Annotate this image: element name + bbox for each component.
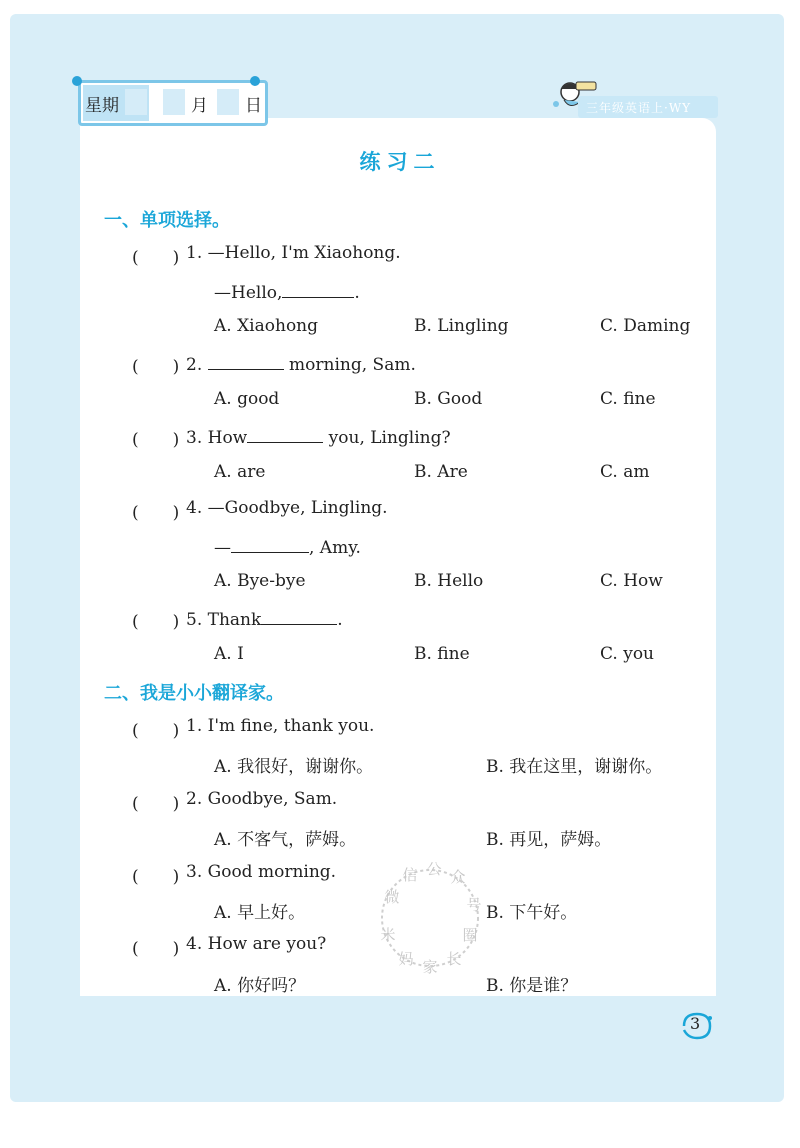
- svg-text:号: 号: [466, 896, 482, 914]
- week-label: 星期: [85, 96, 119, 116]
- day-slot: [217, 89, 239, 115]
- answer-paren[interactable]: ( ): [132, 721, 180, 741]
- option-c[interactable]: C. Daming: [600, 316, 691, 336]
- option-c[interactable]: C. How: [600, 571, 663, 591]
- answer-paren[interactable]: ( ): [132, 503, 180, 523]
- question-text: 4. —Goodbye, Lingling.: [186, 498, 388, 518]
- answer-paren[interactable]: ( ): [132, 867, 180, 887]
- question-text: 2. morning, Sam.: [186, 352, 416, 375]
- svg-text:信: 信: [402, 866, 418, 884]
- answer-blank[interactable]: [261, 607, 337, 625]
- answer-blank[interactable]: [282, 280, 354, 298]
- option-b[interactable]: B. Good: [414, 389, 483, 409]
- svg-text:米: 米: [380, 926, 396, 944]
- option-a[interactable]: A. 不客气，萨姆。: [214, 830, 357, 850]
- page-number: 3: [690, 1014, 701, 1033]
- answer-paren[interactable]: ( ): [132, 248, 180, 268]
- pin-icon: [72, 76, 82, 86]
- svg-text:圈: 圈: [462, 926, 478, 944]
- option-b[interactable]: B. Hello: [414, 571, 484, 591]
- answer-paren[interactable]: ( ): [132, 794, 180, 814]
- month-label: 月: [191, 96, 208, 116]
- option-a[interactable]: A. Bye-bye: [214, 571, 306, 591]
- option-a[interactable]: A. are: [214, 462, 266, 482]
- section2-heading: 二、我是小小翻译家。: [104, 683, 284, 704]
- answer-paren[interactable]: ( ): [132, 939, 180, 959]
- option-b[interactable]: B. 你是谁？: [486, 976, 578, 996]
- day-label: 日: [245, 96, 262, 116]
- svg-text:众: 众: [450, 868, 466, 886]
- question-text: 1. I'm fine, thank you.: [186, 716, 375, 736]
- question-text: 1. —Hello, I'm Xiaohong.: [186, 243, 401, 263]
- option-a[interactable]: A. 你好吗？: [214, 976, 306, 996]
- option-a[interactable]: A. 早上好。: [214, 903, 306, 923]
- option-b[interactable]: B. Are: [414, 462, 468, 482]
- option-a[interactable]: A. good: [214, 389, 280, 409]
- section1-heading: 一、单项选择。: [104, 210, 230, 231]
- answer-paren[interactable]: ( ): [132, 612, 180, 632]
- question-line: —Hello, .: [214, 280, 360, 303]
- question-text: 3. How you, Lingling?: [186, 425, 451, 448]
- option-c[interactable]: C. am: [600, 462, 650, 482]
- week-slot: [125, 89, 147, 115]
- option-b[interactable]: B. Lingling: [414, 316, 509, 336]
- question-text: 4. How are you?: [186, 934, 327, 954]
- question-text: 3. Good morning.: [186, 862, 337, 882]
- watermark-seal: [370, 858, 490, 978]
- answer-paren[interactable]: ( ): [132, 357, 180, 377]
- svg-text:家: 家: [422, 958, 438, 976]
- answer-blank[interactable]: [231, 535, 309, 553]
- pin-icon: [250, 76, 260, 86]
- option-b[interactable]: B. 下午好。: [486, 903, 578, 923]
- question-line: — , Amy.: [214, 535, 361, 558]
- page-title: 练习二: [359, 150, 441, 174]
- option-c[interactable]: C. you: [600, 644, 654, 664]
- book-tag-text: 三年级英语上·WY: [586, 101, 692, 115]
- question-text: 2. Goodbye, Sam.: [186, 789, 338, 809]
- option-b[interactable]: B. 再见，萨姆。: [486, 830, 612, 850]
- svg-text:公: 公: [426, 860, 442, 878]
- month-slot: [163, 89, 185, 115]
- answer-blank[interactable]: [208, 352, 284, 370]
- option-a[interactable]: A. 我很好，谢谢你。: [214, 757, 374, 777]
- option-a[interactable]: A. Xiaohong: [214, 316, 319, 336]
- option-a[interactable]: A. I: [214, 644, 244, 664]
- book-tag: [578, 96, 718, 118]
- option-b[interactable]: B. 我在这里，谢谢你。: [486, 757, 663, 777]
- svg-text:妈: 妈: [398, 950, 414, 968]
- date-box: [78, 80, 268, 126]
- svg-text:长: 长: [446, 950, 462, 968]
- option-c[interactable]: C. fine: [600, 389, 656, 409]
- svg-text:微: 微: [384, 888, 400, 906]
- option-b[interactable]: B. fine: [414, 644, 470, 664]
- answer-blank[interactable]: [247, 425, 323, 443]
- answer-paren[interactable]: ( ): [132, 430, 180, 450]
- question-text: 5. Thank .: [186, 607, 343, 630]
